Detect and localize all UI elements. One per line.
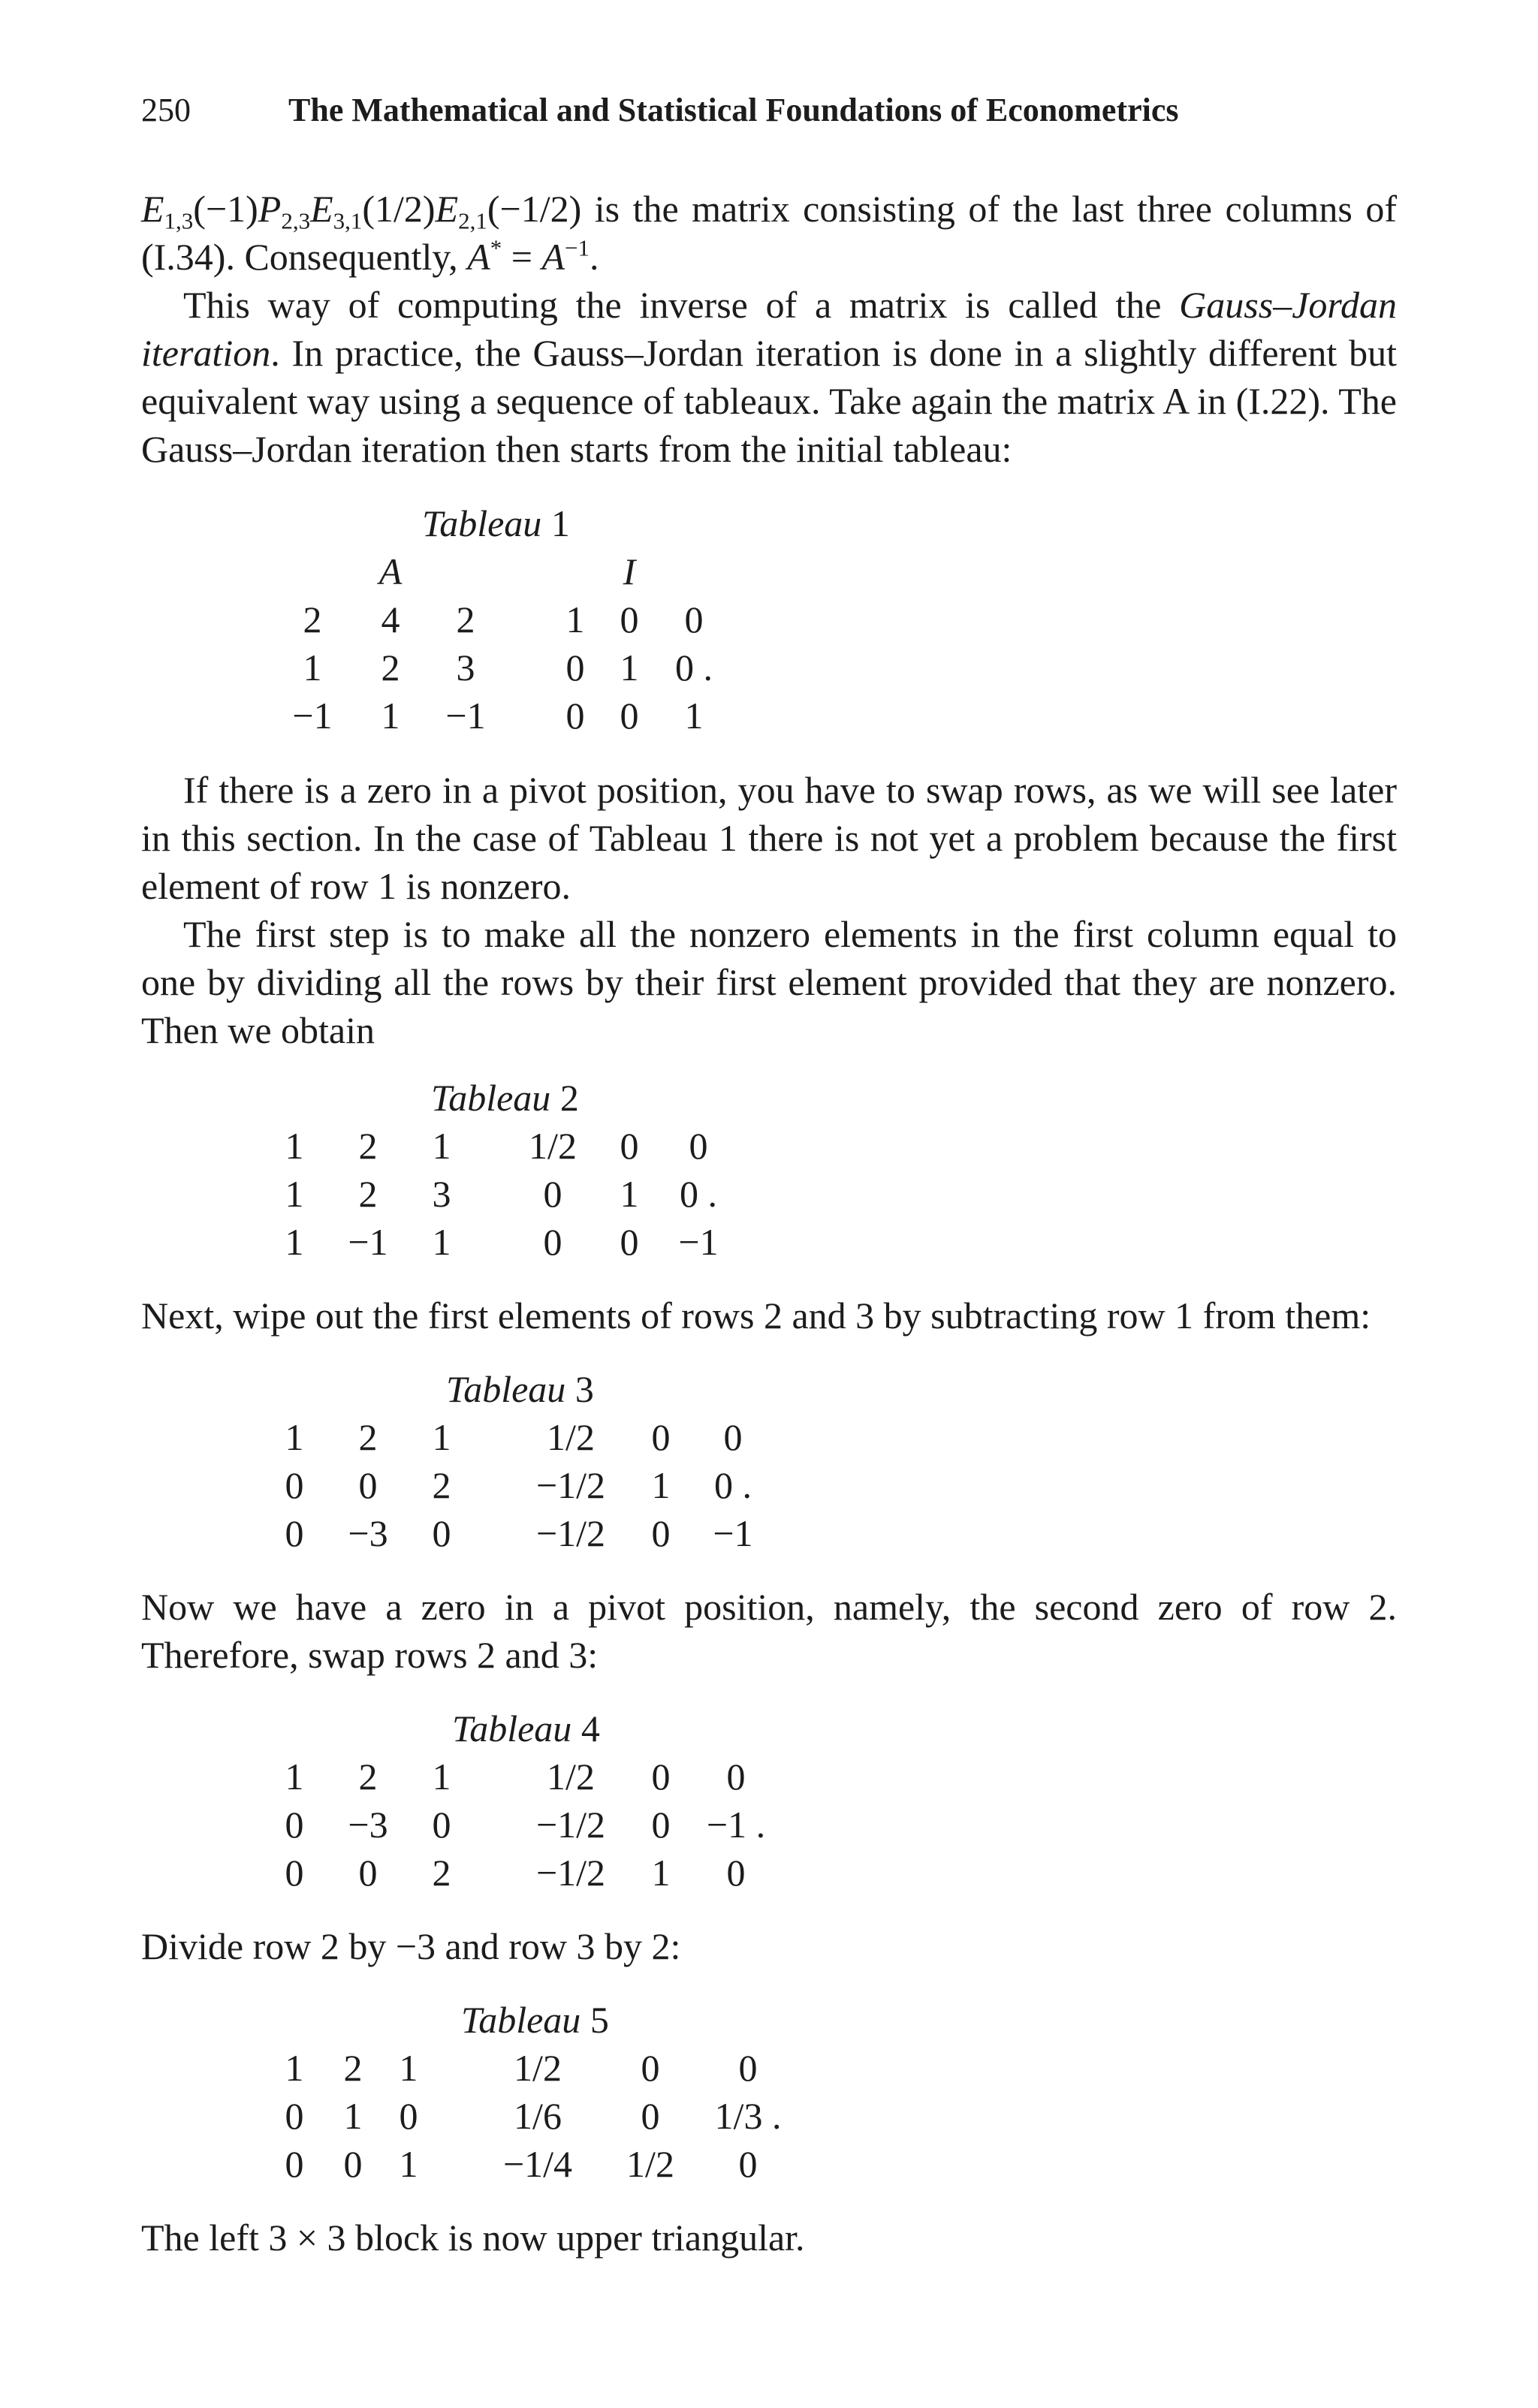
paragraph-2	[141, 281, 1397, 473]
tableau-cell: 1	[303, 646, 322, 689]
tableau-cell: 1	[381, 695, 400, 737]
tableau-cell: 0	[620, 1221, 639, 1263]
tableau-cell: −1/2	[535, 1804, 606, 1846]
tableau-cell: 0	[651, 1416, 671, 1458]
tableau-cell: 0	[651, 1512, 671, 1554]
tableau-cell: 0	[543, 1173, 562, 1215]
tableau-cell: 1/2	[626, 2143, 674, 2185]
tableau-cell: 0	[723, 1416, 743, 1458]
tableau-cell: 1	[285, 1416, 304, 1458]
tableau-cell: 1	[432, 1756, 451, 1798]
tableau-word: Tableau	[431, 1077, 551, 1119]
tableau-cell: −1	[713, 1512, 753, 1554]
tableau-cell: 0	[432, 1512, 451, 1554]
tableau-number: 2	[550, 1077, 579, 1119]
tableau-cell: 1	[285, 2047, 304, 2089]
tableau-word: Tableau	[422, 502, 542, 544]
tableau-number: 1	[541, 502, 570, 544]
tableau-cell: −1	[678, 1221, 719, 1263]
tableau-cell: 1/2	[529, 1125, 577, 1167]
paragraph-1	[141, 185, 1397, 281]
tableau-cell: 0	[343, 2143, 363, 2185]
tableau-cell: 0	[620, 598, 639, 640]
tableau-cell: 0	[285, 1852, 304, 1894]
tableau-cell: 1/6	[514, 2095, 562, 2137]
tableau-cell: 1	[343, 2095, 363, 2137]
tableau-cell: −1	[292, 695, 333, 737]
tableau-cell: 0	[285, 1512, 304, 1554]
tableau-cell: −1/2	[535, 1464, 606, 1506]
tableau-cell: 2	[432, 1852, 451, 1894]
running-head: The Mathematical and Statistical Foundations of Econometrics	[288, 92, 1179, 128]
tableau-title	[461, 1996, 609, 2044]
paragraph-2-end: . In practice, the Gauss–Jordan iteration is done in a slightly different but equivalent way using a sequence of tableaux. Take again the matrix A in (I.22). The Gauss–Jordan iteration then starts from the initial tableau:	[141, 332, 1397, 470]
tableau-cell: 0	[726, 1756, 746, 1798]
tableau-cell: 1	[651, 1464, 671, 1506]
tableau-cell: 1	[684, 695, 704, 737]
tableau-cell: 0	[651, 1804, 671, 1846]
matrix-product-formula: $E_{1,3}(-1)P_{2,3}E_{3,1}(1/2)E_{2,1}(-1/2)$	[141, 188, 582, 234]
tableau-cell: −1/2	[535, 1852, 606, 1894]
tableau-cell: 1/2	[547, 1756, 595, 1798]
tableau-cell: 1	[620, 646, 639, 689]
tableau-title	[431, 1074, 579, 1122]
tableau-cell: 0	[641, 2095, 660, 2137]
tableau-cell: 1	[285, 1125, 304, 1167]
tableau-cell: 0	[651, 1756, 671, 1798]
paragraph-7: Divide row 2 by −3 and row 3 by 2:	[141, 1925, 681, 1967]
tableau-cell: 0	[738, 2143, 758, 2185]
tableau-cell: 0	[432, 1804, 451, 1846]
tableau-cell: 3	[432, 1173, 451, 1215]
tableau-cell: 1	[565, 598, 585, 640]
tableau-cell: 2	[303, 598, 322, 640]
tableau-title	[452, 1704, 600, 1753]
tableau-cell: 0	[358, 1852, 378, 1894]
tableau-cell: 0	[399, 2095, 418, 2137]
paragraph-1-text: is the matrix consisting of the last three	[594, 188, 1212, 230]
tableau-cell: 0	[726, 1852, 746, 1894]
tableau-block-label: A	[378, 550, 403, 592]
tableau-cell: 0	[689, 1125, 708, 1167]
tableau-cell: 1	[399, 2143, 418, 2185]
tableau-cell: 0	[738, 2047, 758, 2089]
tableau-cell: 2	[358, 1173, 378, 1215]
tableau-cell: −3	[348, 1804, 388, 1846]
page-header	[141, 84, 1397, 137]
tableau-cell: −3	[348, 1512, 388, 1554]
tableau-cell: 1	[651, 1852, 671, 1894]
tableau-cell: 0	[285, 2095, 304, 2137]
tableau-title	[422, 499, 570, 547]
tableau-cell: 0	[285, 1804, 304, 1846]
tableau-cell: 0	[620, 695, 639, 737]
tableau-cell: 2	[432, 1464, 451, 1506]
paragraph-2-start: This way of computing the inverse of a matrix is called the	[183, 284, 1180, 326]
tableau-cell: 0	[620, 1125, 639, 1167]
tableau-word: Tableau	[461, 1999, 581, 2041]
tableau-cell: 1	[285, 1756, 304, 1798]
paragraph-4: The first step is to make all the nonzero elements in the first column equal to one by dividing all the rows by their first element provided that they are nonzero. Then we obtain	[141, 913, 1397, 1051]
tableau-cell: 1	[285, 1221, 304, 1263]
tableau-cell: 1	[620, 1173, 639, 1215]
tableau-word: Tableau	[452, 1707, 572, 1749]
tableau-cell: 1/2	[547, 1416, 595, 1458]
page-number: 250	[141, 92, 191, 128]
paragraph-2-emphasis: Gauss–Jordan iteration	[141, 284, 1397, 374]
tableau-cell: 1	[399, 2047, 418, 2089]
tableau-word: Tableau	[446, 1368, 566, 1410]
tableau-block-label: I	[623, 550, 636, 592]
tableau-cell: 0	[358, 1464, 378, 1506]
paragraph-6: Now we have a zero in a pivot position, namely, the second zero of row 2. Therefore, swap rows 2 and 3:	[141, 1586, 1397, 1676]
tableau-cell: −1/4	[502, 2143, 573, 2185]
tableau-cell: 3	[456, 646, 475, 689]
tableau-cell: 2	[358, 1125, 378, 1167]
tableau-number: 3	[565, 1368, 594, 1410]
tableau-cell: −1	[348, 1221, 388, 1263]
tableau-cell: 0 .	[680, 1173, 717, 1215]
tableau-cell: 0	[285, 1464, 304, 1506]
tableau-number: 5	[581, 1999, 609, 2041]
tableau-cell: 0	[285, 2143, 304, 2185]
tableau-cell: 0	[684, 598, 704, 640]
tableau-cell: 1	[285, 1173, 304, 1215]
tableau-cell: 0	[565, 695, 585, 737]
paragraph-8: The left 3 × 3 block is now upper triangular.	[141, 2217, 805, 2259]
tableau-cell: 2	[343, 2047, 363, 2089]
tableau-cell: 0	[641, 2047, 660, 2089]
paragraph-3: If there is a zero in a pivot position, you have to swap rows, as we will see later in this section. In the case of Tableau 1 there is not yet a problem because the first element of row 1 is nonzero.	[141, 769, 1397, 907]
tableau-cell: 1	[432, 1416, 451, 1458]
tableau-cell: 0	[543, 1221, 562, 1263]
tableau-cell: −1	[445, 695, 486, 737]
tableau-cell: 1/3 .	[714, 2095, 782, 2137]
paragraph-5: Next, wipe out the first elements of rows 2 and 3 by subtracting row 1 from them:	[141, 1294, 1371, 1337]
tableau-cell: 2	[381, 646, 400, 689]
tableau-cell: 0 .	[675, 646, 713, 689]
tableau-cell: 2	[456, 598, 475, 640]
tableau-cell: −1 .	[706, 1804, 766, 1846]
tableau-title	[446, 1365, 594, 1413]
tableau-cell: 1/2	[514, 2047, 562, 2089]
tableau-cell: 0	[565, 646, 585, 689]
tableau-cell: 2	[358, 1416, 378, 1458]
tableau-cell: 1	[432, 1221, 451, 1263]
tableau-cell: 1	[432, 1125, 451, 1167]
tableau-cell: −1/2	[535, 1512, 606, 1554]
paragraph-1-line-2: columns of (I.34). Consequently, $A^* = A^{-1}$.	[141, 188, 1397, 278]
tableau-cell: 4	[381, 598, 400, 640]
tableau-cell: 0 .	[714, 1464, 752, 1506]
tableau-cell: 2	[358, 1756, 378, 1798]
tableau-number: 4	[571, 1707, 600, 1749]
